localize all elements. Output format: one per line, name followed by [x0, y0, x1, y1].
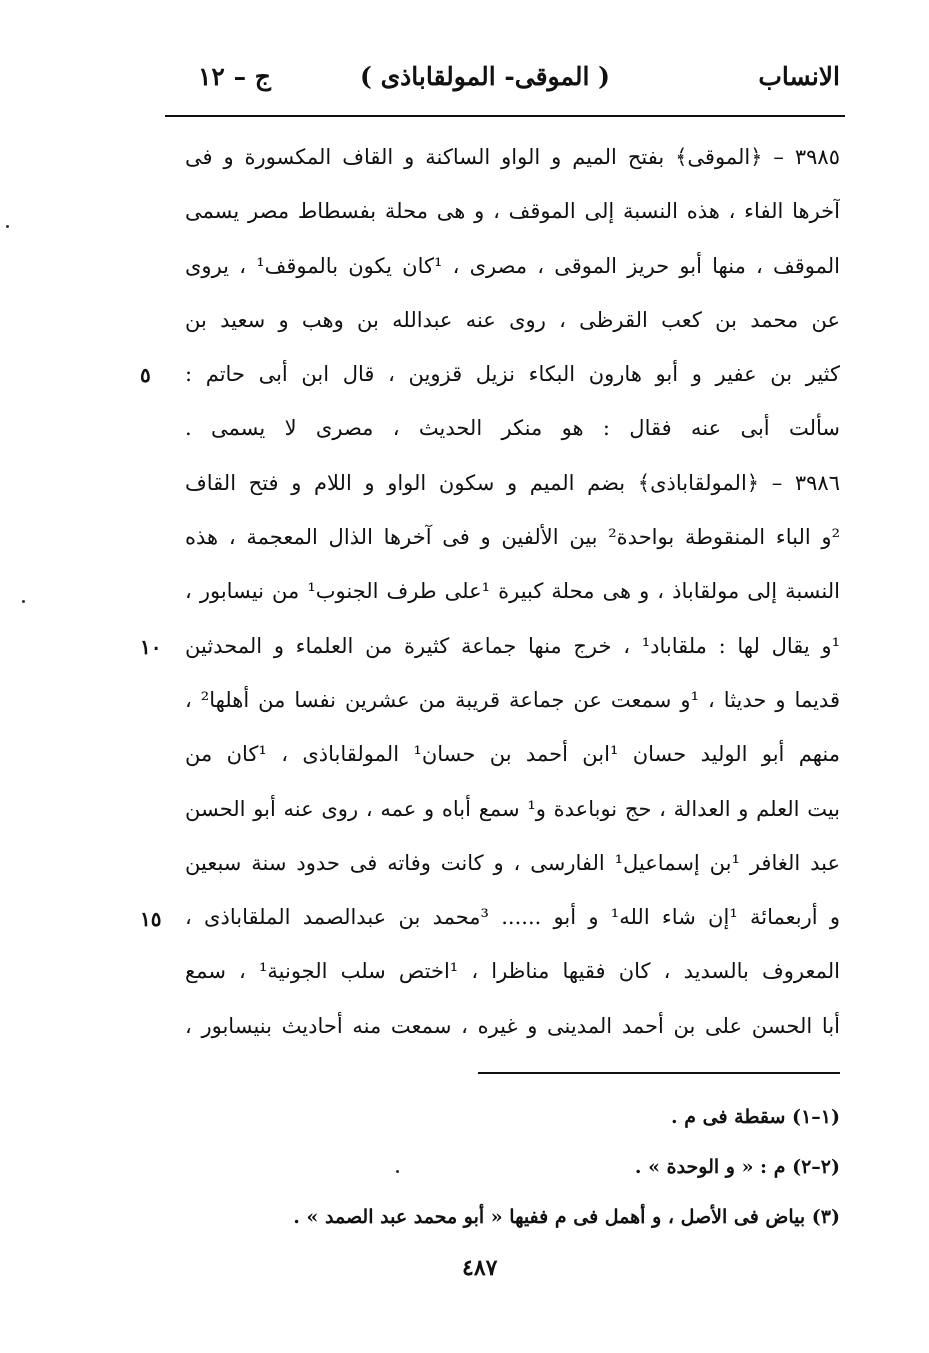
text-line: سألت أبى عنه فقال : هو منكر الحديث ، مصرى لا يسمى . — [185, 416, 840, 441]
text-line: عبد الغافر ¹بن إسماعيل¹ الفارسى ، و كانت وفاته فى حدود سنة سبعين — [185, 850, 840, 875]
text-line: بيت العلم و العدالة ، حج نوباعدة و¹ سمع أباه و عمه ، روى عنه أبو الحسن — [185, 796, 840, 821]
header-rule — [165, 115, 845, 117]
page-number: ٤٨٧ — [462, 1255, 498, 1281]
footnote-rule — [478, 1072, 840, 1074]
section-title: ( الموقى- المولقاباذى ) — [360, 62, 610, 91]
line-number-15: ١٥ — [140, 907, 162, 931]
text-line: أبا الحسن على بن أحمد المدينى و غيره ، سمعت منه أحاديث بنيسابور ، — [185, 1013, 840, 1038]
scan-speck — [22, 600, 25, 603]
text-line: عن محمد بن كعب القرظى ، روى عنه عبدالله بن وهب و سعيد بن — [185, 307, 840, 332]
text-line: ٣٩٨٥ – ﴿الموقى﴾ بفتح الميم و الواو الساكنة و القاف المكسورة و فى — [185, 145, 840, 169]
volume-label: ج – ١٢ — [198, 62, 271, 91]
book-title: الانساب — [758, 62, 840, 91]
text-line: النسبة إلى مولقاباذ ، و هى محلة كبيرة ¹على طرف الجنوب¹ من نيسابور ، — [185, 579, 840, 604]
footnote-1: (١–١) سقطة فى م . — [671, 1106, 840, 1128]
line-number-10: ١٠ — [140, 635, 162, 659]
text-line: آخرها الفاء ، هذه النسبة إلى الموقف ، و هى محلة بفسطاط مصر يسمى — [185, 199, 840, 224]
text-line: كثير بن عفير و أبو هارون البكاء نزيل قزوين ، قال ابن أبى حاتم : — [185, 362, 840, 387]
footnote-2: (٢–٢) م : « و الوحدة » . — [634, 1156, 840, 1178]
footnotes — [180, 1092, 840, 1242]
scan-speck — [6, 225, 9, 228]
text-line: قديما و حديثا ، ¹و سمعت عن جماعة قريبة من عشرين نفسا من أهلها² ، — [185, 687, 840, 712]
text-line: المعروف بالسديد ، كان فقيها مناظرا ، ¹اختص سلب الجونية¹ ، سمع — [185, 959, 840, 984]
text-line: و أربعمائة ¹إن شاء الله¹ و أبو ...... ³محمد بن عبدالصمد الملقاباذى ، — [185, 905, 840, 930]
footnote-3: (٣) بياض فى الأصل ، و أهمل فى م ففيها « أبو محمد عبد الصمد » . — [293, 1206, 840, 1228]
line-number-5: ٥ — [140, 363, 151, 387]
text-line: منهم أبو الوليد حسان ¹ابن أحمد بن حسان¹ المولقاباذى ، ¹كان من — [185, 742, 840, 767]
text-line: ²و الباء المنقوطة بواحدة² بين الألفين و فى آخرها الذال المعجمة ، هذه — [185, 525, 840, 550]
scan-speck — [396, 1170, 399, 1173]
text-line: الموقف ، منها أبو حريز الموقى ، مصرى ، ¹كان يكون بالموقف¹ ، يروى — [185, 253, 840, 278]
text-line: ¹و يقال لها : ملقاباد¹ ، خرج منها جماعة كثيرة من العلماء و المحدثين — [185, 633, 840, 658]
running-header — [170, 62, 840, 102]
main-text — [185, 130, 840, 1053]
text-line: ٣٩٨٦ – ﴿المولقاباذى﴾ بضم الميم و سكون الواو و اللام و فتح القاف — [185, 470, 840, 495]
